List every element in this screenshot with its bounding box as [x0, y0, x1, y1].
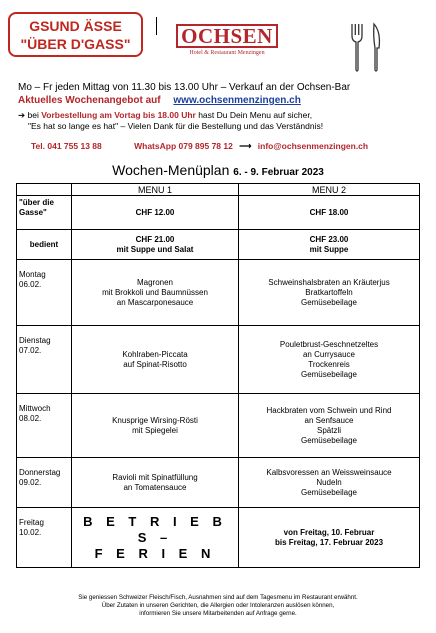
- menu-2-cell: [239, 326, 420, 394]
- dish-line: auf Spinat-Risotto: [123, 359, 187, 369]
- menu-1-cell: [72, 326, 239, 394]
- menu-2-cell: [239, 394, 420, 458]
- menu-1-cell: [72, 508, 239, 568]
- menu-table: [16, 183, 420, 568]
- dish-line: Spätzli: [316, 425, 341, 435]
- opening-hours: Mo – Fr jeden Mittag von 11.30 bis 13.00 Uhr – Verkauf an der Ochsen-Bar: [18, 82, 351, 93]
- menu-2-cell: [239, 458, 420, 508]
- preorder-deadline: Vorbestellung am Vortag bis 18.00 Uhr: [41, 110, 196, 120]
- day-name: Montag: [19, 270, 46, 279]
- table-header-row: [17, 184, 420, 196]
- table-row-tuesday: [17, 326, 420, 394]
- day-cell: [17, 394, 72, 458]
- day-name: Mittwoch: [19, 404, 51, 413]
- price-label: bedient: [17, 230, 72, 260]
- preorder-pre: bei: [27, 110, 42, 120]
- phone-number: Tel. 041 755 13 88: [31, 141, 102, 151]
- dish-line: an Senfsauce: [304, 415, 354, 425]
- dish-line: Trockenreis: [308, 359, 350, 369]
- ochsen-logo-subtitle: Hotel & Restaurant Menzingen: [189, 50, 265, 56]
- price-label: "über die Gasse": [17, 196, 72, 230]
- dish-line: an Currysauce: [302, 349, 356, 359]
- title-dates: 6. - 9. Februar 2023: [233, 167, 324, 178]
- contact-line: [31, 141, 368, 152]
- dish-line: Gemüsebeilage: [300, 369, 358, 379]
- dish-line: Kalbsvoressen an Weissweinsauce: [266, 467, 392, 477]
- day-date: 08.02.: [19, 414, 42, 423]
- day-name: Donnerstag: [19, 468, 61, 477]
- email-address[interactable]: info@ochsenmenzingen.ch: [257, 141, 369, 151]
- table-row-thursday: [17, 458, 420, 508]
- header-menu-1: MENU 1: [72, 184, 239, 196]
- dish-line: Gemüsebeilage: [300, 487, 358, 497]
- price-menu-1: [72, 196, 239, 230]
- arrow-right-icon: ⟶: [239, 141, 252, 151]
- divider: [156, 17, 157, 35]
- price-menu-1: [72, 230, 239, 260]
- day-cell: [17, 458, 72, 508]
- price-menu-2: [239, 196, 420, 230]
- dish-line: Hackbraten vom Schwein und Rind: [266, 405, 392, 415]
- menu-2-cell: [239, 260, 420, 326]
- dish-line: mit Spiegelei: [132, 425, 178, 435]
- arrow-right-icon: ➔: [18, 110, 26, 120]
- price-extra: mit Suppe und Salat: [116, 244, 194, 254]
- stamp-logo: [8, 12, 143, 57]
- dish-line: Knusprige Wirsing-Rösti: [112, 415, 198, 425]
- header-empty: [17, 184, 72, 196]
- whatsapp-number: WhatsApp 079 895 78 12: [134, 141, 233, 151]
- day-date: 07.02.: [19, 346, 42, 355]
- price-value: CHF 23.00: [309, 234, 349, 244]
- dish-line: Ravioli mit Spinatfüllung: [112, 472, 198, 482]
- stamp-line-1: GSUND ÄSSE: [29, 18, 122, 34]
- footer-line: Sie geniessen Schweizer Fleisch/Fisch, Ausnahmen sind auf dem Tagesmenu im Restaurant erwähnt.: [78, 594, 358, 601]
- preorder-note: [18, 110, 323, 132]
- menu-1-cell: [72, 394, 239, 458]
- dish-line: Kohlraben-Piccata: [122, 349, 188, 359]
- menu-1-cell: [72, 260, 239, 326]
- price-value: CHF 21.00: [135, 234, 175, 244]
- header-menu-2: MENU 2: [239, 184, 420, 196]
- closure-dates: von Freitag, 10. Februar: [283, 527, 375, 537]
- menu-1-cell: [72, 458, 239, 508]
- stamp-line-2: "ÜBER D'GASS": [20, 36, 131, 52]
- price-extra: mit Suppe: [309, 244, 349, 254]
- closure-text: F E R I E N: [94, 545, 216, 561]
- weekly-offer-line: [18, 95, 301, 106]
- day-date: 06.02.: [19, 280, 42, 289]
- day-name: Freitag: [19, 518, 44, 527]
- dish-line: Schweinshalsbraten an Kräuterjus: [268, 277, 390, 287]
- dish-line: Gemüsebeilage: [300, 435, 358, 445]
- cutlery-icon: [348, 22, 384, 72]
- footer-line: informieren Sie unsere Mitarbeitenden auf Anfrage gerne.: [139, 610, 297, 617]
- footer-line: Über Zutaten in unseren Gerichten, die Allergien oder Intoleranzen auslösen können,: [101, 602, 335, 609]
- weekly-offer-label: Aktuelles Wochenangebot auf: [18, 95, 161, 106]
- dish-line: Pouletbrust-Geschnetzeltes: [279, 339, 379, 349]
- dish-line: an Mascarponesauce: [116, 297, 194, 307]
- price-row-takeaway: [17, 196, 420, 230]
- day-date: 10.02.: [19, 528, 42, 537]
- footer-note: [0, 594, 436, 618]
- day-cell: [17, 508, 72, 568]
- menu-2-cell: [239, 508, 420, 568]
- price-menu-2: [239, 230, 420, 260]
- closure-dates: bis Freitag, 17. Februar 2023: [274, 537, 384, 547]
- day-name: Dienstag: [19, 336, 51, 345]
- price-value: CHF 12.00: [135, 207, 175, 217]
- day-cell: [17, 326, 72, 394]
- dish-line: Gemüsebeilage: [300, 297, 358, 307]
- preorder-post: hast Du Dein Menu auf sicher,: [195, 110, 313, 120]
- table-row-monday: [17, 260, 420, 326]
- table-row-wednesday: [17, 394, 420, 458]
- day-cell: [17, 260, 72, 326]
- thanks-line: "Es hat so lange es hat" – Vielen Dank für die Bestellung und das Verständnis!: [28, 121, 324, 131]
- table-row-friday: [17, 508, 420, 568]
- ochsen-logo: OCHSEN: [176, 24, 278, 48]
- dish-line: an Tomatensauce: [123, 482, 187, 492]
- title-text: Wochen-Menüplan: [112, 162, 230, 178]
- page-title: [0, 162, 436, 178]
- day-date: 09.02.: [19, 478, 42, 487]
- website-link[interactable]: www.ochsenmenzingen.ch: [173, 95, 301, 106]
- closure-text: B E T R I E B S –: [83, 513, 227, 545]
- dish-line: mit Brokkoli und Baumnüssen: [102, 287, 208, 297]
- price-row-served: [17, 230, 420, 260]
- dish-line: Bratkartoffeln: [305, 287, 353, 297]
- dish-line: Nudeln: [316, 477, 342, 487]
- dish-line: Magronen: [136, 277, 174, 287]
- price-value: CHF 18.00: [309, 207, 349, 217]
